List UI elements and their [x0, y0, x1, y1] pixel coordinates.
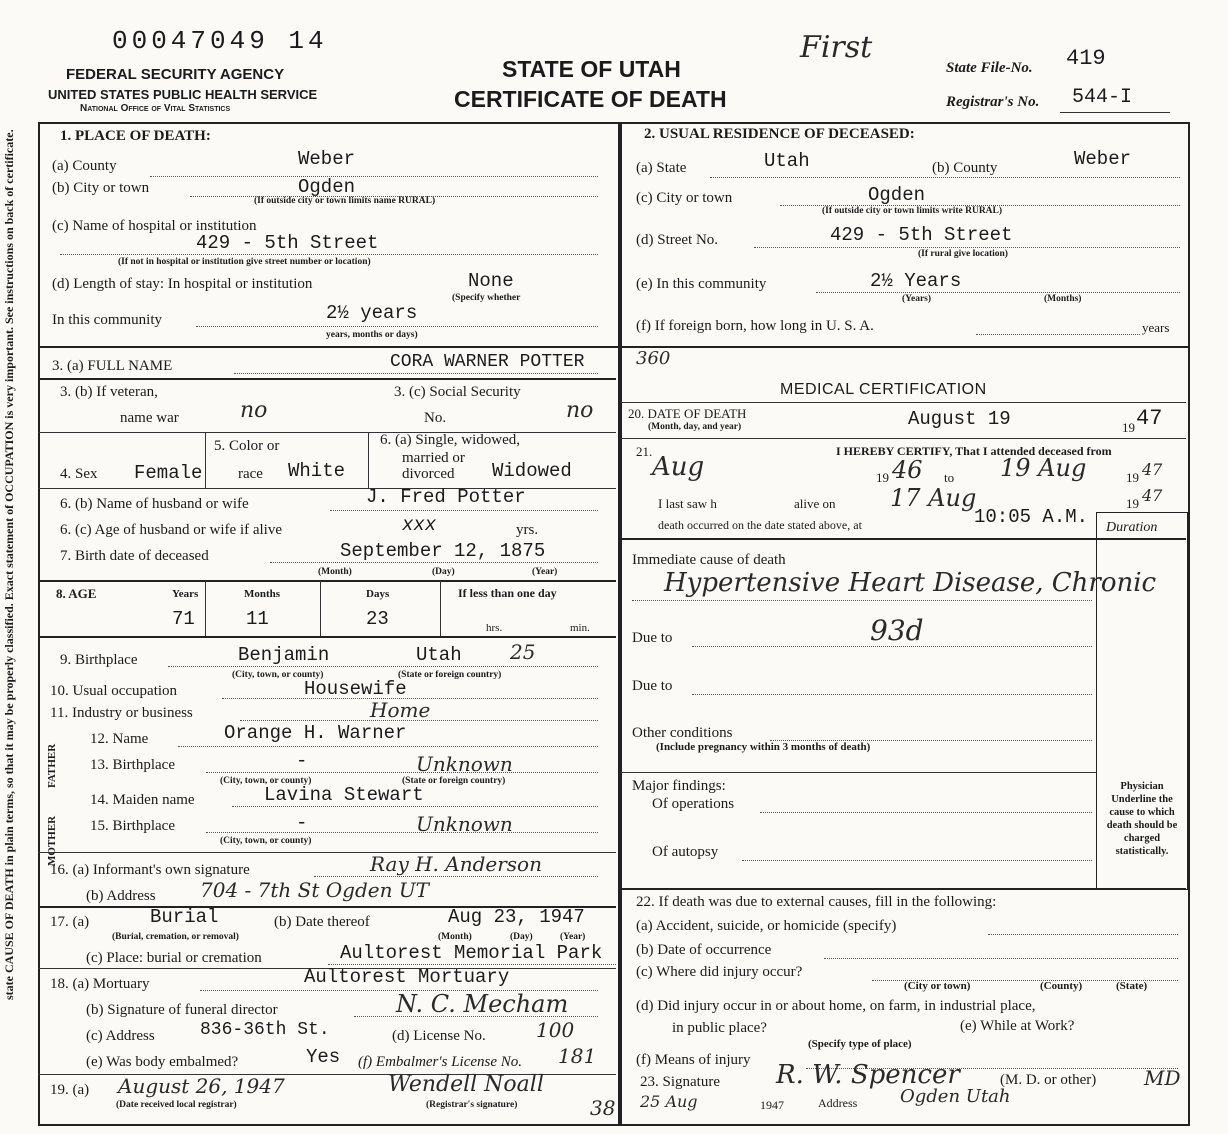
agency-line-3: National Office of Vital Statistics [80, 103, 231, 114]
s15-mother-birthplace-label: 15. Birthplace [90, 818, 175, 834]
agency-line-1: FEDERAL SECURITY AGENCY [66, 66, 285, 83]
s3-birth-label: 7. Birth date of deceased [60, 548, 209, 564]
s17-disposition-note: (Burial, cremation, or removal) [112, 932, 239, 942]
signature-date: 25 Aug [640, 1092, 698, 1111]
s10-occupation-value: Housewife [304, 678, 407, 700]
s8-years-value: 71 [172, 608, 195, 630]
s1-county-value: Weber [298, 148, 356, 170]
signature-label: 23. Signature [640, 1074, 720, 1090]
s3-war-value: no [240, 398, 268, 423]
physician-address: Ogden Utah [900, 1086, 1011, 1107]
s9-birthplace-city: Benjamin [238, 644, 330, 666]
s10-occupation-label: 10. Usual occupation [50, 683, 178, 699]
s16-informant-label: 16. (a) Informant's own signature [50, 862, 250, 878]
occurred-label: death occurred on the date stated above, at [658, 518, 862, 532]
s2-foreign-label: (f) If foreign born, how long in U. S. A. [636, 318, 874, 334]
s8-months-value: 11 [246, 608, 269, 630]
s3-ss-value: no [566, 398, 594, 423]
s3-color-label: 5. Color or [214, 438, 280, 454]
s17-label: 17. (a) [50, 914, 90, 930]
s9-city-note: (City, town, or county) [232, 670, 324, 680]
s11-industry-value: Home [370, 698, 431, 722]
attended-from: Aug [652, 452, 705, 482]
s9-birthplace-label: 9. Birthplace [60, 652, 138, 668]
specify-place-note: (Specify type of place) [808, 1038, 912, 1050]
physician-signature: R. W. Spencer [776, 1060, 960, 1090]
s19-registrar-note: (Registrar's signature) [426, 1100, 518, 1110]
s16-address-value: 704 - 7th St Ogden UT [200, 878, 430, 902]
major-findings-label: Major findings: [632, 778, 726, 794]
state-note: (State) [1116, 980, 1148, 992]
s2-city-value: Ogden [868, 184, 926, 206]
s18-license-label: (d) License No. [392, 1028, 486, 1044]
to-label: to [944, 470, 955, 485]
s15-city-note: (City, town, or county) [220, 836, 312, 846]
last-saw-date: 17 Aug [890, 484, 977, 512]
s18-address-label: (c) Address [86, 1028, 155, 1044]
name-code: 360 [636, 348, 671, 369]
s3-marital-label-2: married or [402, 450, 465, 466]
s8-days-value: 23 [366, 608, 389, 630]
external-a-label: (a) Accident, suicide, or homicide (specify) [636, 918, 897, 934]
s12-father-name-label: 12. Name [90, 731, 149, 747]
last-saw-label: I last saw h [658, 496, 717, 511]
s1-community-label: In this community [52, 312, 162, 328]
s1-community-note: years, months or days) [326, 330, 418, 340]
s18-address-value: 836-36th St. [200, 1020, 330, 1040]
s13-father-birthplace-state: Unknown [416, 752, 513, 776]
s2-city-note: (If outside city or town limits write RURAL) [822, 206, 1003, 216]
s3-day-note: (Day) [432, 567, 455, 577]
first-stamp: First [800, 30, 873, 65]
s19-date-note: (Date received local registrar) [116, 1100, 237, 1110]
s2-foreign-years: years [1142, 320, 1170, 335]
external-causes-label: 22. If death was due to external causes, fill in the following: [636, 894, 997, 910]
s9-birthplace-state: Utah [416, 644, 462, 666]
medical-cert-heading: MEDICAL CERTIFICATION [780, 381, 987, 398]
s12-father-name-value: Orange H. Warner [224, 722, 407, 744]
s18-director-signature: N. C. Mecham [396, 990, 569, 1018]
registrar-no-label: Registrar's No. [946, 94, 1040, 110]
s3-ss-label: 3. (c) Social Security [394, 384, 521, 400]
other-conditions-label: Other conditions [632, 725, 733, 741]
due-to-1-label: Due to [632, 630, 673, 646]
s2-county-value: Weber [1074, 148, 1132, 170]
s2-street-label: (d) Street No. [636, 232, 719, 248]
other-conditions-note: (Include pregnancy within 3 months of death) [656, 741, 871, 753]
s1-stay-label: (d) Length of stay: In hospital or institution [52, 276, 313, 292]
duration-label: Duration [1106, 520, 1158, 535]
s17-disposition: Burial [150, 906, 219, 928]
s8-min: min. [570, 622, 590, 634]
s1-city-note: (If outside city or town limits name RURAL) [254, 196, 436, 206]
last-year-prefix: 19 [1126, 496, 1139, 511]
s1-stay-value: None [468, 270, 514, 292]
s17-day-note: (Day) [510, 932, 533, 942]
s3-race-label: race [238, 466, 263, 482]
s1-city-value: Ogden [298, 176, 356, 198]
from-year-prefix: 19 [876, 470, 889, 485]
s9-state-note: (State or foreign country) [398, 670, 502, 680]
s1-city-label: (b) City or town [52, 180, 150, 196]
s8-months-label: Months [244, 588, 281, 600]
signature-year: 1947 [760, 1098, 784, 1112]
s19-label: 19. (a) [50, 1082, 90, 1098]
state-file-number: 419 [1066, 46, 1106, 71]
s2-state-label: (a) State [636, 160, 687, 176]
external-d2-label: in public place? [672, 1020, 767, 1036]
s19-registrar-signature: Wendell Noall [388, 1072, 544, 1097]
agency-line-2: UNITED STATES PUBLIC HEALTH SERVICE [48, 87, 318, 102]
address-label: Address [818, 1096, 858, 1110]
s3-sex-value: Female [134, 462, 203, 484]
external-f-label: (f) Means of injury [636, 1052, 751, 1068]
form-title: CERTIFICATE OF DEATH [454, 86, 727, 112]
attended-to: 19 Aug [1000, 454, 1087, 482]
of-autopsy-label: Of autopsy [652, 844, 719, 860]
s8-less-than-day-label: If less than one day [458, 586, 557, 600]
s18-embalmed-label: (e) Was body embalmed? [86, 1054, 239, 1070]
s13-city-note: (City, town, or county) [220, 776, 312, 786]
s15-mother-birthplace-state: Unknown [416, 812, 513, 836]
s3-birth-value: September 12, 1875 [340, 540, 546, 562]
dod-value: August 19 [908, 408, 1011, 430]
s3-spouse-value: J. Fred Potter [366, 486, 526, 508]
s15-mother-birthplace-city: - [296, 812, 308, 834]
s13-father-birthplace-label: 13. Birthplace [90, 757, 175, 773]
dod-note: (Month, day, and year) [648, 422, 742, 432]
s1-stay-note: (Specify whether [452, 293, 521, 303]
s3-veteran-label: 3. (b) If veteran, [60, 384, 158, 400]
s14-mother-name-value: Lavina Stewart [264, 784, 424, 806]
s2-community-value: 2½ Years [870, 270, 962, 292]
s13-father-birthplace-city: - [296, 750, 308, 772]
mother-label: MOTHER [46, 815, 58, 866]
external-d-label: (d) Did injury occur in or about home, on farm, in industrial place, [636, 998, 1036, 1014]
s19-date-received: August 26, 1947 [118, 1074, 285, 1098]
death-time: 10:05 A.M. [974, 506, 1089, 528]
certify-text: I HEREBY CERTIFY, That I attended deceased from [836, 444, 1112, 458]
s8-years-label: Years [172, 588, 199, 600]
s2-community-label: (e) In this community [636, 276, 767, 292]
registrar-number: 544-I [1072, 86, 1133, 109]
s3-year-note: (Year) [532, 567, 558, 577]
s2-city-label: (c) City or town [636, 190, 733, 206]
s1-community-value: 2½ years [326, 302, 418, 324]
s2-years-note: (Years) [902, 294, 932, 304]
s17-date-label: (b) Date thereof [274, 914, 370, 930]
immediate-cause-value: Hypertensive Heart Disease, Chronic [664, 568, 1157, 598]
dod-label: 20. DATE OF DEATH [628, 406, 747, 421]
side-instruction: state CAUSE OF DEATH in plain terms, so that it may be properly classified. Exact statement of OCCUPATION is very important. See instructions on back of certificate. [2, 129, 16, 1000]
md-or-other-label: (M. D. or other) [1000, 1072, 1097, 1088]
s21-number: 21. [636, 444, 653, 459]
due-to-2-label: Due to [632, 678, 673, 694]
external-c-label: (c) Where did injury occur? [636, 964, 803, 980]
s17-year-note: (Year) [560, 932, 586, 942]
dod-year-prefix: 19 [1122, 420, 1135, 435]
s17-place-value: Aultorest Memorial Park [340, 942, 603, 964]
father-label: FATHER [46, 743, 58, 788]
s1-hospital-label: (c) Name of hospital or institution [52, 218, 257, 234]
s18-mortuary-value: Aultorest Mortuary [304, 966, 510, 988]
s9-birthplace-code: 25 [510, 640, 536, 664]
s17-place-label: (c) Place: burial or cremation [86, 950, 262, 966]
city-town-note: (City or town) [904, 980, 971, 992]
s1-heading: 1. PLACE OF DEATH: [60, 128, 211, 144]
physician-note: Physician Underline the cause to which death should be charged statistically. [1106, 781, 1178, 857]
s1-hospital-note: (If not in hospital or institution give street number or location) [118, 257, 371, 267]
s3-spouse-age-value: xxx [402, 514, 437, 536]
md-handwritten: MD [1144, 1066, 1181, 1090]
last-year: 47 [1142, 486, 1163, 505]
s2-county-label: (b) County [932, 160, 998, 176]
s3-marital-value: Widowed [492, 460, 572, 482]
external-e-label: (e) While at Work? [960, 1018, 1075, 1034]
s3-race-value: White [288, 460, 346, 482]
s18-director-label: (b) Signature of funeral director [86, 1002, 278, 1018]
s3-spouse-age-label: 6. (c) Age of husband or wife if alive [60, 522, 283, 538]
county-note: (County) [1040, 980, 1083, 992]
s19-code: 38 [590, 1096, 616, 1120]
s3-ss-no-label: No. [424, 410, 447, 426]
s8-days-label: Days [366, 588, 390, 600]
s2-street-value: 429 - 5th Street [830, 224, 1013, 246]
external-b-label: (b) Date of occurrence [636, 942, 772, 958]
s18-license-value: 100 [536, 1018, 575, 1042]
s8-hrs: hrs. [486, 622, 503, 634]
s3-yrs: yrs. [516, 522, 539, 538]
s1-county-label: (a) County [52, 158, 117, 174]
form-title-state: STATE OF UTAH [502, 56, 681, 82]
s3-month-note: (Month) [318, 567, 352, 577]
s18-embalmer-license-value: 181 [558, 1044, 597, 1068]
s2-state-value: Utah [764, 150, 810, 172]
immediate-cause-label: Immediate cause of death [632, 552, 786, 568]
s14-mother-name-label: 14. Maiden name [90, 792, 195, 808]
s18-embalmed-value: Yes [306, 1046, 341, 1068]
s3-sex-label: 4. Sex [60, 466, 98, 482]
s1-hospital-value: 429 - 5th Street [196, 232, 379, 254]
s18-embalmer-license-label: (f) Embalmer's License No. [358, 1054, 523, 1070]
s2-months-note: (Months) [1044, 294, 1082, 304]
s2-heading: 2. USUAL RESIDENCE OF DECEASED: [644, 126, 915, 142]
s3-marital-label-3: divorced [402, 466, 455, 482]
s11-industry-label: 11. Industry or business [50, 705, 193, 721]
s3-spouse-label: 6. (b) Name of husband or wife [60, 496, 249, 512]
s17-month-note: (Month) [438, 932, 472, 942]
from-year: 46 [892, 456, 923, 484]
cause-code: 93d [870, 614, 924, 647]
deceased-full-name: CORA WARNER POTTER [390, 352, 585, 372]
s17-date-value: Aug 23, 1947 [448, 906, 585, 928]
to-year-prefix: 19 [1126, 470, 1139, 485]
s16-address-label: (b) Address [86, 888, 156, 904]
state-file-label: State File-No. [946, 60, 1033, 76]
alive-on-label: alive on [794, 496, 836, 511]
s3-marital-label-1: 6. (a) Single, widowed, [380, 432, 520, 448]
s3-name-label: 3. (a) FULL NAME [52, 358, 173, 374]
s3-war-label: name war [120, 410, 179, 426]
dod-year: 47 [1136, 406, 1163, 431]
s18-mortuary-label: 18. (a) Mortuary [50, 976, 150, 992]
to-year: 47 [1142, 460, 1163, 479]
s16-informant-signature: Ray H. Anderson [370, 852, 542, 876]
s8-label: 8. AGE [56, 586, 97, 601]
serial-number: 00047049 14 [112, 26, 328, 56]
s13-state-note: (State or foreign country) [402, 776, 506, 786]
s2-street-note: (If rural give location) [918, 249, 1008, 259]
of-operations-label: Of operations [652, 796, 735, 812]
